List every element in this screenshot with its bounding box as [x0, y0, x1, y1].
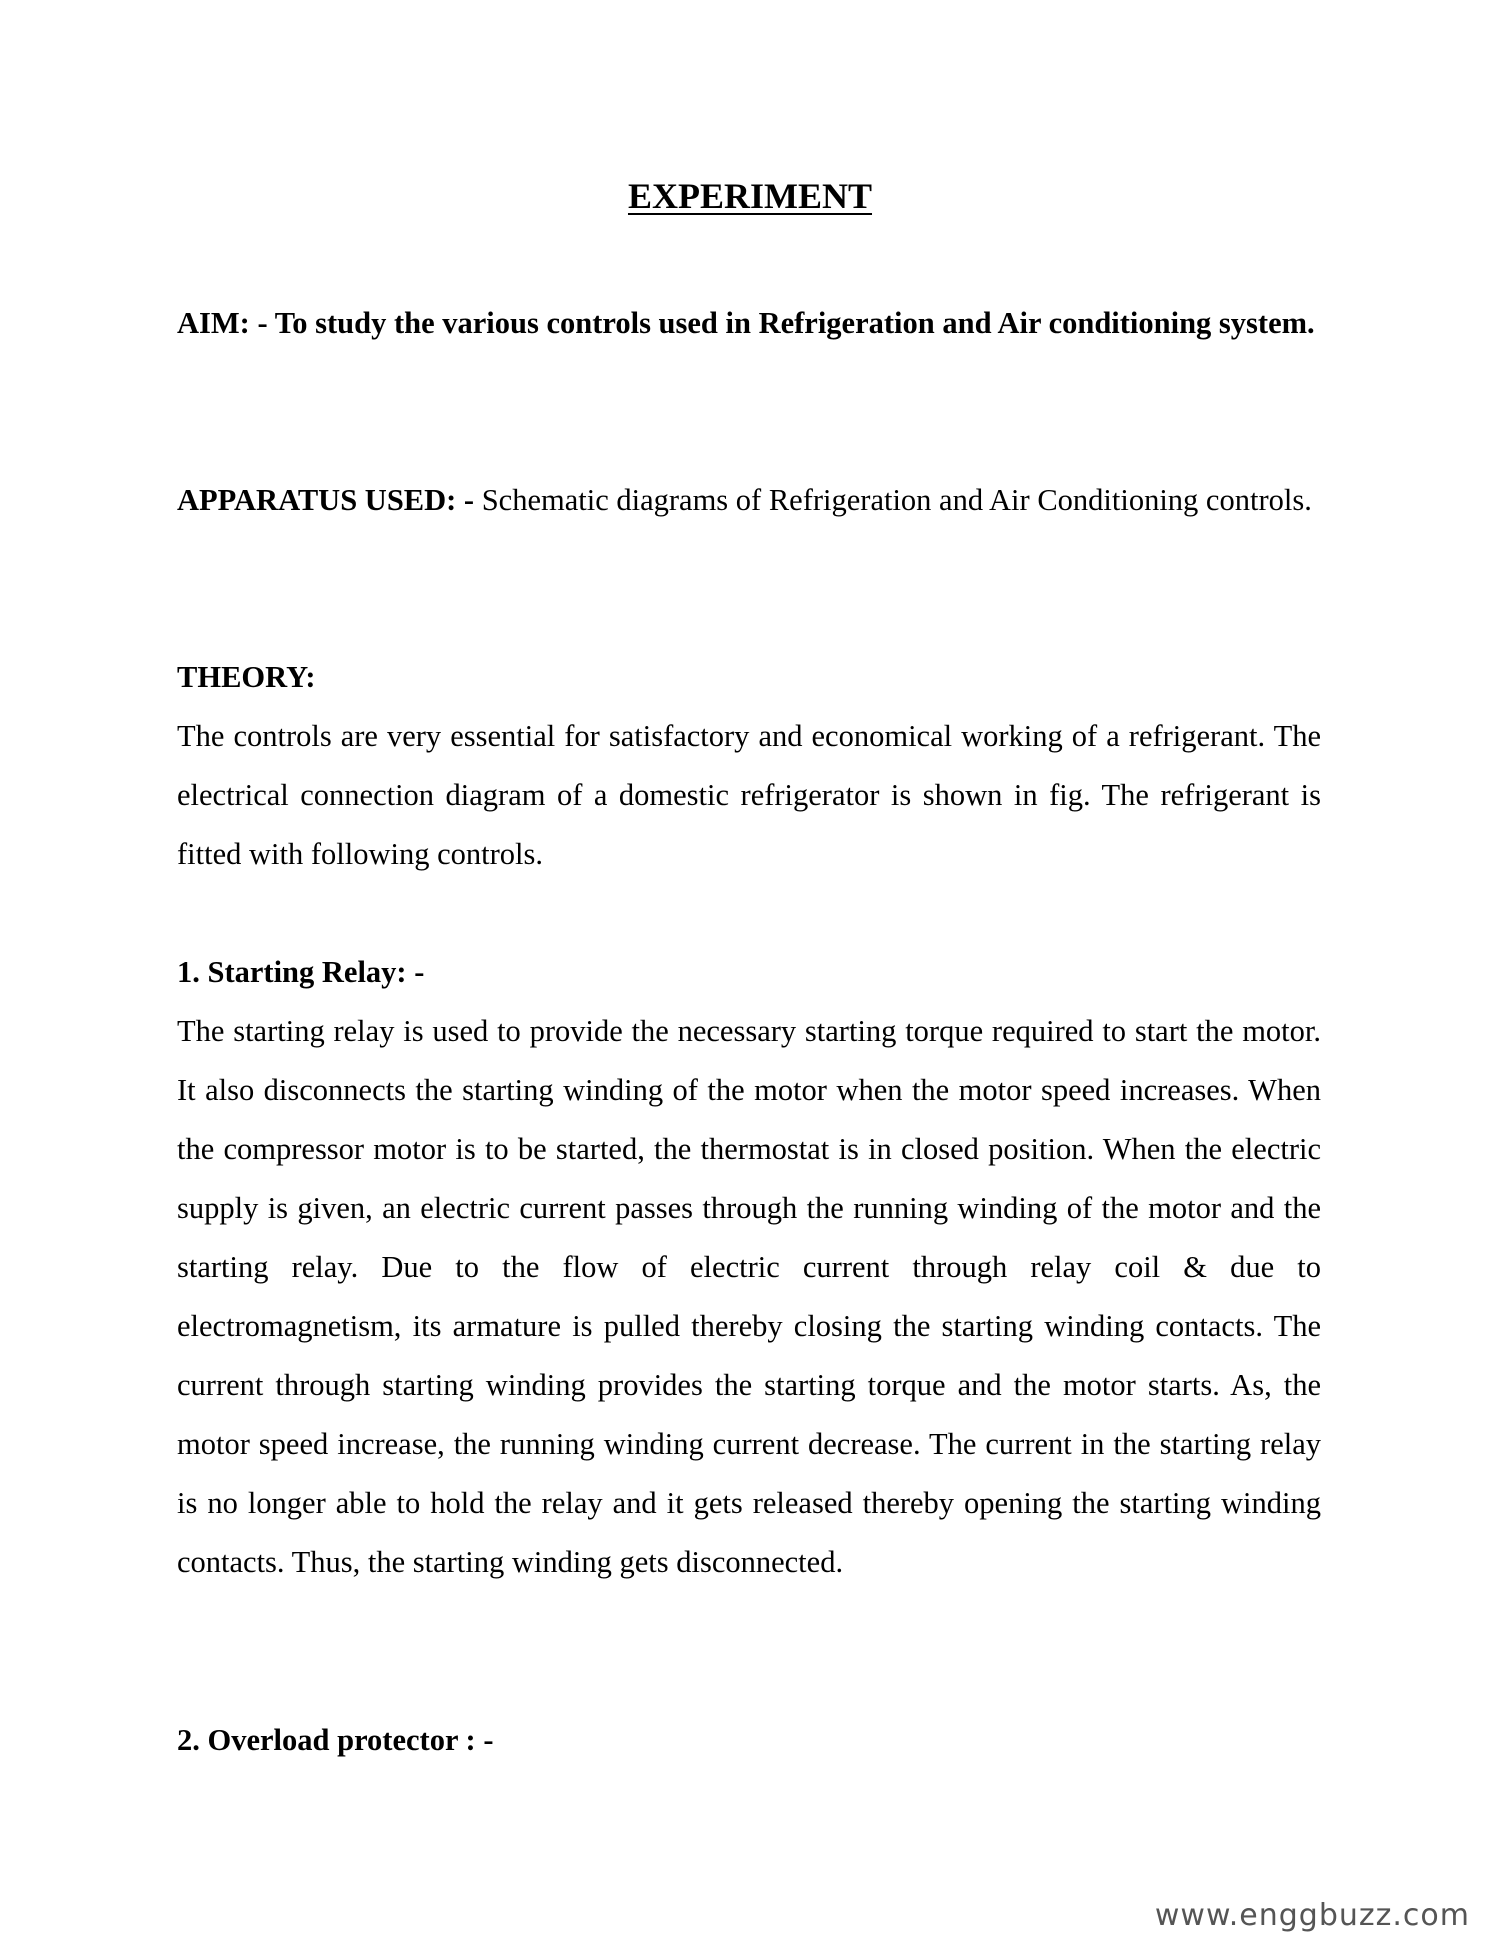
overload-protector-heading: 2. Overload protector : - [177, 1723, 494, 1757]
website-watermark: www.enggbuzz.com [1154, 1898, 1470, 1933]
theory-heading: THEORY: [177, 660, 316, 694]
theory-paragraph: The controls are very essential for satisfactory and economical working of a refrigerant. The electrical connection diagram of a domestic refrigerator is shown in fig. The refrigerant is fitted with following controls. [177, 719, 1321, 871]
starting-relay-heading: 1. Starting Relay: - [177, 955, 425, 989]
starting-relay-paragraph: The starting relay is used to provide the necessary starting torque required to start the motor. It also disconnects the starting winding of the motor when the motor speed increases. When the compressor motor is to be started, the thermostat is in closed position. When the electric supply is given, an electric current passes through the running winding of the motor and the starting relay. Due to the flow of electric current through relay coil & due to electromagnetism, its armature is pulled thereby closing the starting winding contacts. The current through starting winding provides the starting torque and the motor starts. As, the motor speed increase, the running winding current decrease. The current in the starting relay is no longer able to hold the relay and it gets released thereby opening the starting winding contacts. Thus, the starting winding gets disconnected. [177, 1014, 1321, 1579]
apparatus-label: APPARATUS USED: - [177, 483, 475, 517]
aim-paragraph [177, 294, 1321, 353]
aim-label: AIM: - [177, 306, 268, 340]
apparatus-text: Schematic diagrams of Refrigeration and Air Conditioning controls. [481, 483, 1312, 517]
apparatus-paragraph [177, 471, 1321, 530]
page-title [0, 172, 1500, 220]
aim-text: To study the various controls used in Refrigeration and Air conditioning system. [274, 306, 1315, 340]
page-title-text: EXPERIMENT [627, 176, 873, 216]
